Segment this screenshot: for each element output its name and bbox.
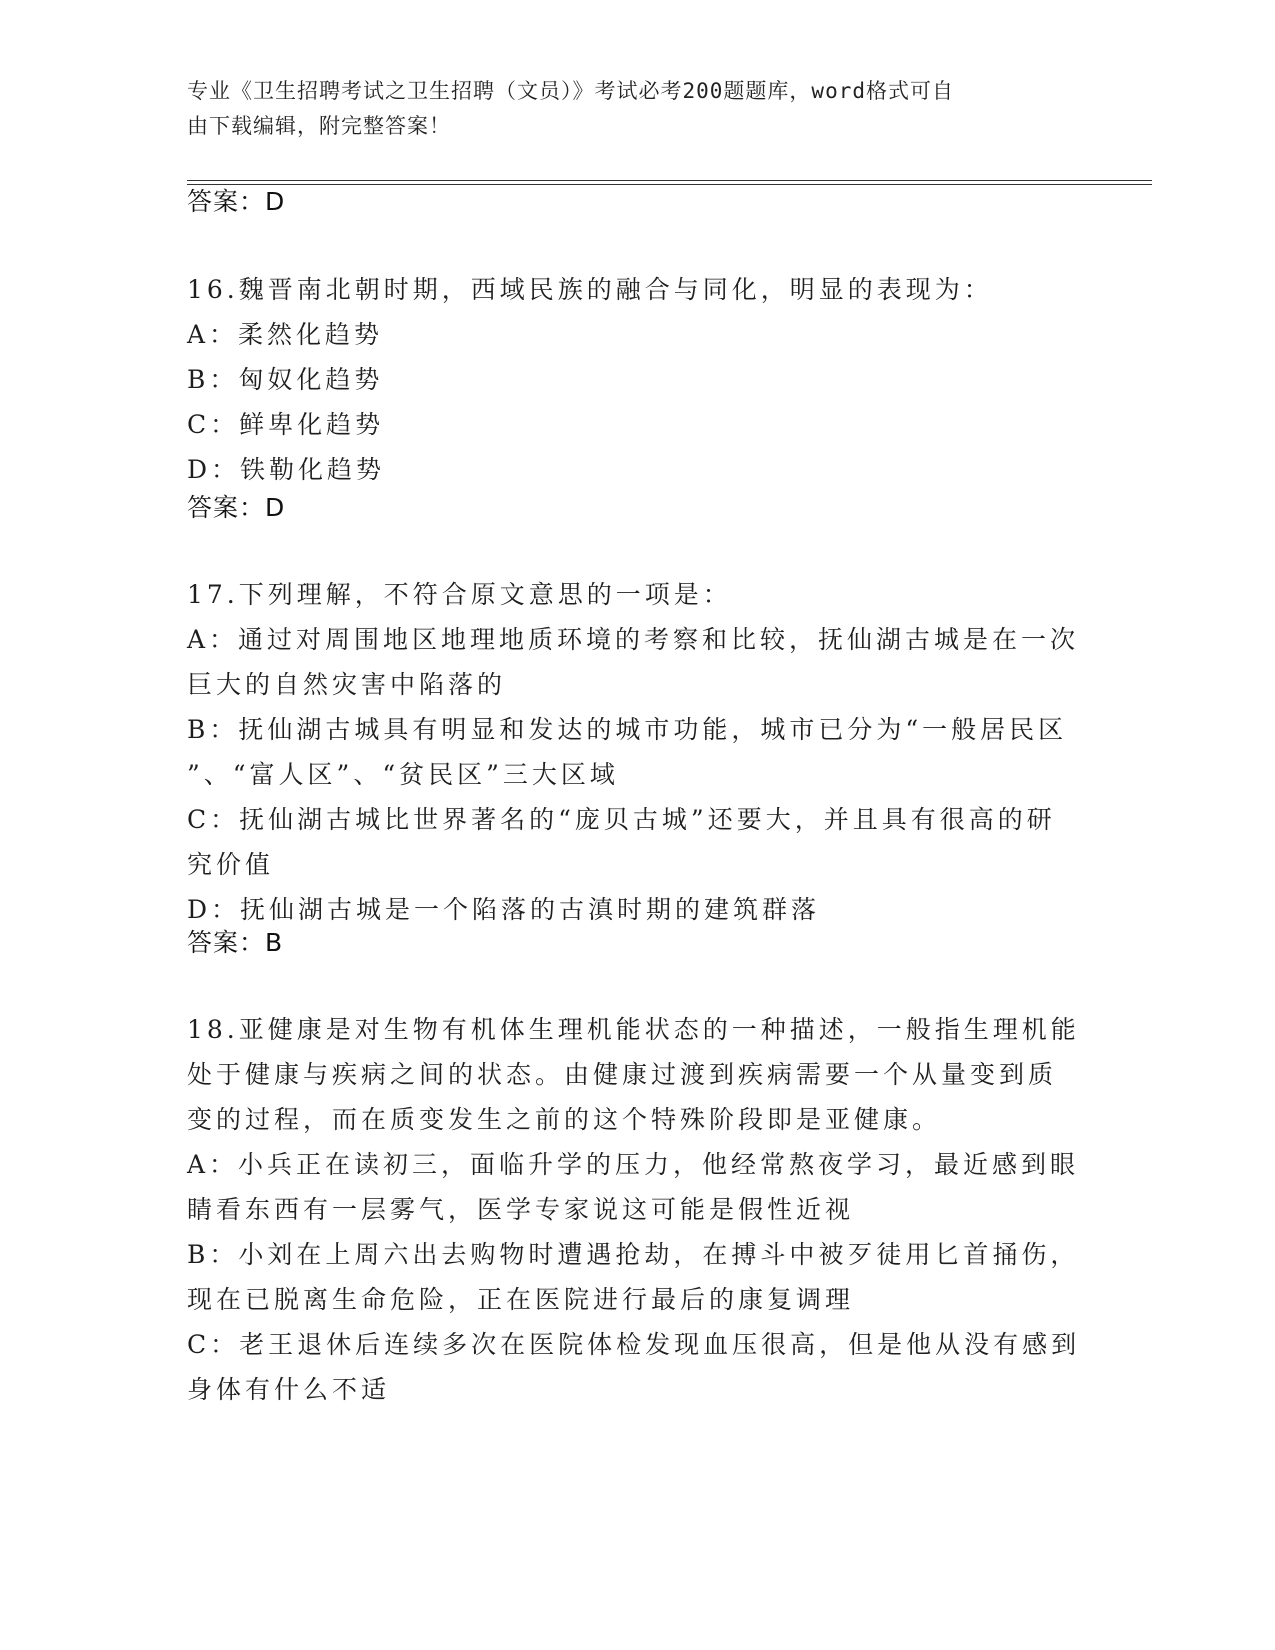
question-17-text: 17.下列理解，不符合原文意思的一项是： [187,580,732,609]
question-18-option-c-line-1: C：老王退休后连续多次在医院体检发现血压很高，但是他从没有感到 [187,1330,1081,1359]
question-18-option-b-line-2: 现在已脱离生命危险，正在医院进行最后的康复调理 [187,1285,855,1314]
question-18-text-line-3: 变的过程，而在质变发生之前的这个特殊阶段即是亚健康。 [187,1105,942,1134]
answer-previous: 答案：D [187,187,286,216]
question-17-option-c-line-2: 究价值 [187,850,275,879]
question-18-text-line-2: 处于健康与疾病之间的状态。由健康过渡到疾病需要一个从量变到质 [187,1060,1058,1089]
question-18-text-line-1: 18.亚健康是对生物有机体生理机能状态的一种描述，一般指生理机能 [187,1015,1080,1044]
question-17-option-a-line-1: A：通过对周围地区地理地质环境的考察和比较，抚仙湖古城是在一次 [187,625,1080,654]
question-17-option-d: D：抚仙湖古城是一个陷落的古滇时期的建筑群落 [187,895,821,924]
question-16-option-b: B：匈奴化趋势 [187,365,384,394]
question-17-option-a-line-2: 巨大的自然灾害中陷落的 [187,670,507,699]
question-16-option-c: C：鲜卑化趋势 [187,410,385,439]
header-line-2: 由下载编辑，附完整答案！ [187,114,451,138]
header-divider-bottom [187,184,1152,185]
question-18-option-a-line-1: A：小兵正在读初三，面临升学的压力，他经常熬夜学习，最近感到眼 [187,1150,1080,1179]
answer-16: 答案：D [187,493,286,522]
document-header [187,74,1067,144]
question-18-option-a-line-2: 睛看东西有一层雾气，医学专家说这可能是假性近视 [187,1195,855,1224]
header-divider-top [187,180,1152,181]
question-16 [187,267,1077,492]
answer-17: 答案：B [187,928,284,957]
question-18-option-c-line-2: 身体有什么不适 [187,1375,391,1404]
question-17-option-b-line-1: B：抚仙湖古城具有明显和发达的城市功能，城市已分为“一般居民区 [187,715,1068,744]
question-17-option-b-line-2: ”、“富人区”、“贫民区”三大区域 [187,760,619,789]
question-17-option-c-line-1: C：抚仙湖古城比世界著名的“庞贝古城”还要大，并且具有很高的研 [187,805,1056,834]
question-16-option-a: A：柔然化趋势 [187,320,384,349]
question-18 [187,1007,1081,1412]
question-16-text: 16.魏晋南北朝时期，西域民族的融合与同化，明显的表现为： [187,275,993,304]
question-17 [187,572,1080,932]
question-16-option-d: D：铁勒化趋势 [187,455,386,484]
question-18-option-b-line-1: B：小刘在上周六出去购物时遭遇抢劫，在搏斗中被歹徒用匕首捅伤， [187,1240,1080,1269]
header-line-1: 专业《卫生招聘考试之卫生招聘（文员）》考试必考200题题库，word格式可自 [187,79,954,103]
